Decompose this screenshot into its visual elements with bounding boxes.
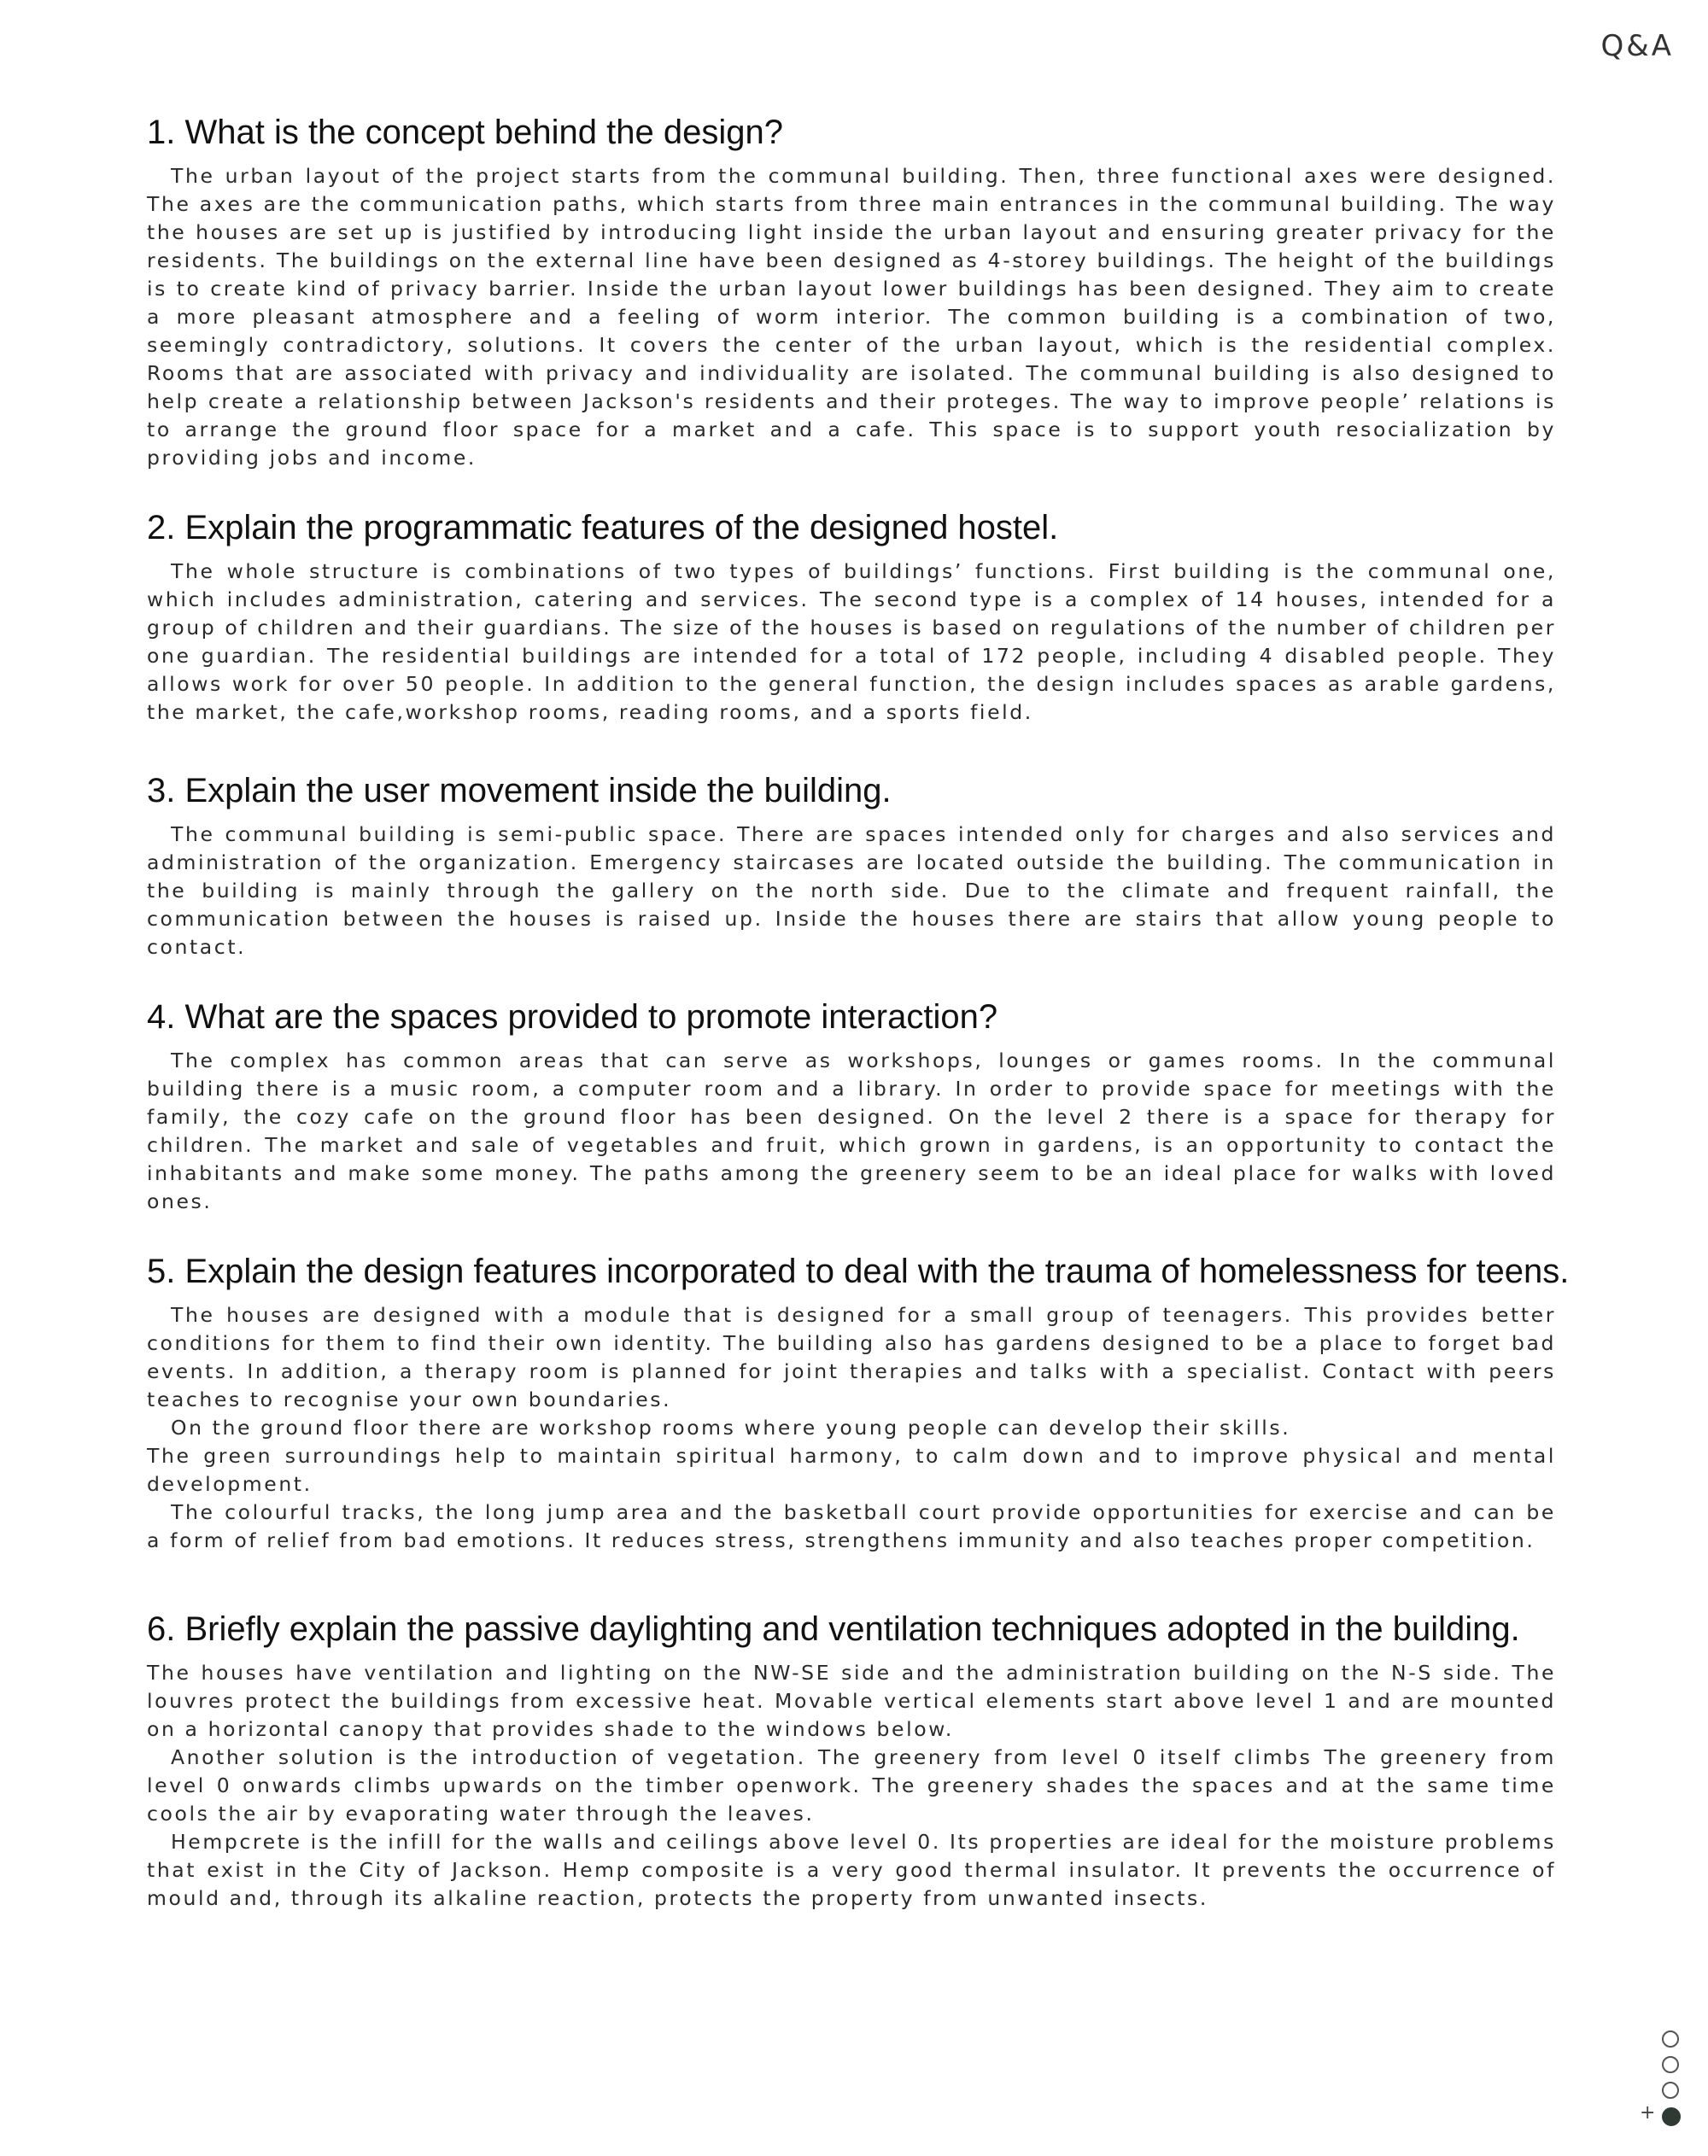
answer-3 [147,821,1556,961]
answer-5-paragraph-1: The houses are designed with a module that is designed for a small group of teenagers. This provides better conditions for them to find their own identity. The building also has gardens designed to be a place to forget bad events. In addition, a therapy room is planned for joint therapies and talks with a specialist. Contact with peers teaches to recognise your own boundaries. [147,1303,1556,1411]
question-6: 6. Briefly explain the passive daylighting and ventilation techniques adopted in the building. [147,1610,1520,1648]
answer-5 [147,1301,1556,1555]
qa-item-4 [147,996,1556,1216]
page-dot-active[interactable] [1662,2107,1681,2126]
answer-4 [147,1047,1556,1216]
question-5: 5. Explain the design features incorporated to deal with the trauma of homelessness for teens. [147,1253,1570,1290]
answer-5-paragraph-2: On the ground floor there are workshop rooms where young people can develop their skills. [171,1416,1291,1440]
answer-3-paragraph-1: The communal building is semi-public space. There are spaces intended only for charges and also services and administration of the organization. Emergency staircases are located outside the building. The communication in the building is mainly through the gallery on the north side. Due to the climate and frequent rainfall, the communication between the houses is raised up. Inside the houses there are stairs that allow young people to contact. [147,822,1556,959]
answer-5-paragraph-3: The green surroundings help to maintain spiritual harmony, to calm down and to improve physical and mental development. [147,1444,1556,1496]
page-indicator [1640,2030,1684,2135]
question-1: 1. What is the concept behind the design? [147,114,783,151]
answer-6-paragraph-1: The houses have ventilation and lighting on the NW-SE side and the administration building on the N-S side. The louvres protect the buildings from excessive heat. Movable vertical elements start above level 1 and are mounted on a horizontal canopy that provides shade to the windows below. [147,1661,1556,1741]
qa-content [147,111,1570,1913]
question-3: 3. Explain the user movement inside the building. [147,772,892,809]
page-dot-2[interactable] [1662,2056,1679,2073]
qa-item-3 [147,769,1556,961]
answer-6 [147,1659,1556,1913]
page-dot-active-row [1640,2102,1684,2126]
page-dot-1[interactable] [1662,2030,1679,2048]
answer-1-paragraph-1: The urban layout of the project starts from the communal building. Then, three functional axes were designed. The axes are the communication paths, which starts from three main entrances in the communal building. The way the houses are set up is justified by introducing light inside the urban layout and ensuring greater privacy for the residents. The buildings on the external line have been designed as 4-storey buildings. The height of the buildings is to create kind of privacy barrier. Inside the urban layout lower buildings has been designed. They aim to create a more pleasant atmosphere and a feeling of worm interior. The common building is a combination of two, seemingly contradictory, solutions. It covers the center of the urban layout, which is the residential complex. Rooms that are associated with privacy and individuality are isolated. The communal building is also designed to help create a relationship between Jackson's residents and their proteges. The way to improve people’ relations is to arrange the ground floor space for a market and a cafe. This space is to support youth resocialization by providing jobs and income. [147,164,1556,470]
qa-item-5 [147,1250,1570,1555]
answer-2-paragraph-1: The whole structure is combinations of two types of buildings’ functions. First building is the communal one, which includes administration, catering and services. The second type is a complex of 14 houses, intended for a group of children and their guardians. The size of the houses is based on regulations of the number of children per one guardian. The residential buildings are intended for a total of 172 people, including 4 disabled people. They allows work for over 50 people. In addition to the general function, the design includes spaces as arable gardens, the market, the cafe,workshop rooms, reading rooms, and a sports field. [147,559,1556,724]
qa-item-1 [147,111,1556,472]
qa-item-6 [147,1608,1556,1913]
answer-1 [147,162,1556,472]
answer-5-paragraph-4: The colourful tracks, the long jump area and the basketball court provide opportunities for exercise and can be a form of relief from bad emotions. It reduces stress, strengthens immunity and also teaches proper competition. [147,1500,1556,1552]
answer-6-paragraph-3: Hempcrete is the infill for the walls and ceilings above level 0. Its properties are ideal for the moisture problems that exist in the City of Jackson. Hemp composite is a very good thermal insulator. It prevents the occurrence of mould and, through its alkaline reaction, protects the property from unwanted insects. [147,1830,1556,1910]
page-dot-3[interactable] [1662,2082,1679,2099]
answer-6-paragraph-2: Another solution is the introduction of vegetation. The greenery from level 0 itself climbs The greenery from level 0 onwards climbs upwards on the timber openwork. The greenery shades the spaces and at the same time cools the air by evaporating water through the leaves. [147,1745,1556,1826]
question-4: 4. What are the spaces provided to promote interaction? [147,998,998,1036]
qa-item-2 [147,506,1556,727]
answer-4-paragraph-1: The complex has common areas that can serve as workshops, lounges or games rooms. In the communal building there is a music room, a computer room and a library. In order to provide space for meetings with the family, the cozy cafe on the ground floor has been designed. On the level 2 there is a space for therapy for children. The market and sale of vegetables and fruit, which grown in gardens, is an opportunity to contact the inhabitants and make some money. The paths among the greenery seem to be an ideal place for walks with loved ones. [147,1049,1556,1213]
question-2: 2. Explain the programmatic features of the designed hostel. [147,509,1059,546]
section-label: Q&A [1600,29,1674,63]
plus-icon: + [1640,2102,1656,2124]
answer-2 [147,558,1556,727]
